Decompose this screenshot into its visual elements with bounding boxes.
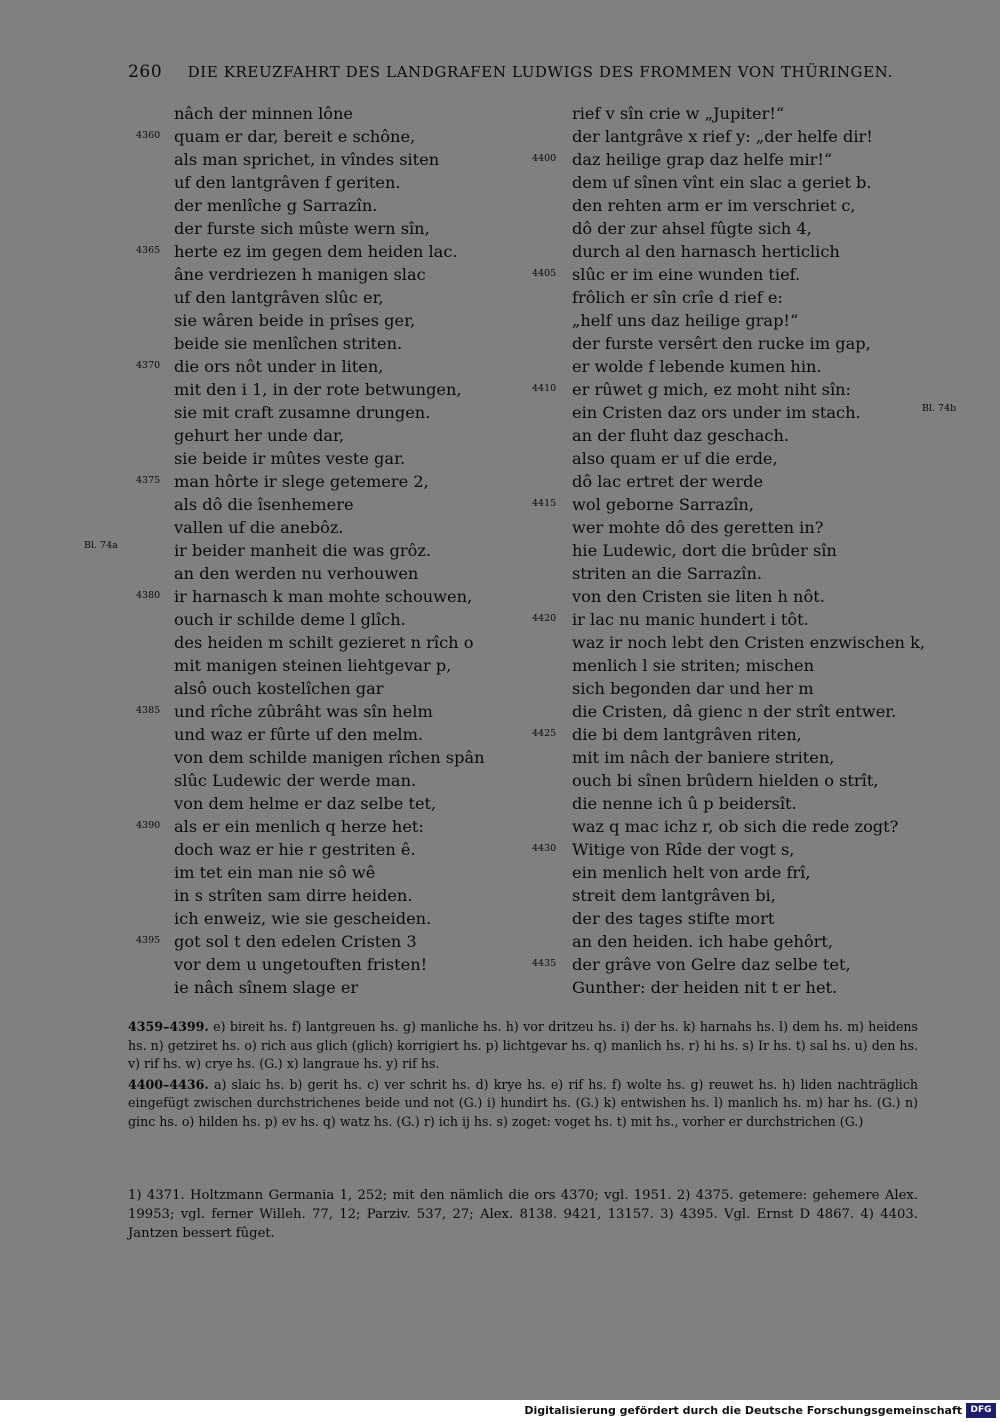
verse-text: von dem helme er daz selbe tet, bbox=[174, 794, 437, 813]
verse-line bbox=[136, 930, 514, 953]
verse-text: und waz er fûrte uf den melm. bbox=[174, 725, 424, 744]
verse-line bbox=[174, 148, 514, 171]
verse-line bbox=[136, 355, 514, 378]
verse-line bbox=[572, 171, 932, 194]
verse-line bbox=[572, 562, 932, 585]
verse-line bbox=[174, 608, 514, 631]
verse-line bbox=[572, 792, 932, 815]
verse-text: durch al den harnasch herticlich bbox=[572, 242, 840, 261]
verse-text: er wolde f lebende kumen hin. bbox=[572, 357, 822, 376]
verse-text: hie Ludewic, dort die brûder sîn bbox=[572, 541, 837, 560]
running-header bbox=[128, 62, 893, 82]
verse-line bbox=[572, 654, 932, 677]
verse-text: ouch ir schilde deme l glîch. bbox=[174, 610, 406, 629]
verse-text: im tet ein man nie sô wê bbox=[174, 863, 376, 882]
verse-text: von dem schilde manigen rîchen spân bbox=[174, 748, 485, 767]
line-number: 4380 bbox=[136, 590, 161, 601]
verse-line bbox=[572, 401, 932, 424]
verse-line bbox=[174, 309, 514, 332]
footnotes bbox=[128, 1186, 918, 1243]
verse-text: Gunther: der heiden nit t er het. bbox=[572, 978, 838, 997]
verse-text: mit manigen steinen liehtgevar p, bbox=[174, 656, 452, 675]
verse-line bbox=[572, 907, 932, 930]
verse-text: von den Cristen sie liten h nôt. bbox=[572, 587, 825, 606]
verse-text: rief v sîn crie w „Jupiter!“ bbox=[572, 104, 785, 123]
verse-text: mit den i 1, in der rote betwungen, bbox=[174, 380, 462, 399]
verse-line bbox=[174, 378, 514, 401]
verse-text: also quam er uf die erde, bbox=[572, 449, 778, 468]
verse-line bbox=[532, 263, 932, 286]
verse-text: dô der zur ahsel fûgte sich 4, bbox=[572, 219, 812, 238]
verse-text: striten an die Sarrazîn. bbox=[572, 564, 763, 583]
verse-text: den rehten arm er im verschriet c, bbox=[572, 196, 856, 215]
verse-line bbox=[174, 539, 514, 562]
verse-line bbox=[572, 746, 932, 769]
verse-line bbox=[136, 125, 514, 148]
verse-line bbox=[572, 585, 932, 608]
verse-text: nâch der minnen lône bbox=[174, 104, 353, 123]
line-number: 4420 bbox=[532, 613, 557, 624]
verse-line bbox=[174, 838, 514, 861]
verse-text: der menlîche g Sarrazîn. bbox=[174, 196, 378, 215]
verse-line bbox=[174, 769, 514, 792]
verse-line bbox=[136, 470, 514, 493]
verse-line bbox=[174, 792, 514, 815]
verse-text: „helf uns daz heilige grap!“ bbox=[572, 311, 799, 330]
variant-text: a) slaic hs. b) gerit hs. c) ver schrit hs. d) krye hs. e) rif hs. f) wolte hs. g) reuwet hs. h) liden nachträglich eingefügt zwischen durchstrichenes beide und not (G.) i) hundirt hs. (G.) k) entwishen hs. l) manlich hs. m) har hs. (G.) n) ginc hs. o) hilden hs. p) ev hs. q) watz hs. (G.) r) ich ij hs. s) zoget: voget hs. t) mit hs., vorher er durchstrichen (G.) bbox=[128, 1076, 918, 1129]
verse-line bbox=[174, 562, 514, 585]
line-number: 4365 bbox=[136, 245, 161, 256]
verse-text: ouch bi sînen brûdern hielden o strît, bbox=[572, 771, 879, 790]
verse-line bbox=[572, 700, 932, 723]
dfg-logo-icon: DFG bbox=[966, 1403, 996, 1418]
verse-text: ir lac nu manic hundert i tôt. bbox=[572, 610, 809, 629]
verse-line bbox=[174, 263, 514, 286]
line-number: 4360 bbox=[136, 130, 161, 141]
line-number: 4390 bbox=[136, 820, 161, 831]
line-number: 4415 bbox=[532, 498, 557, 509]
verse-line bbox=[174, 907, 514, 930]
verse-text: alsô ouch kostelîchen gar bbox=[174, 679, 384, 698]
verse-line bbox=[572, 884, 932, 907]
verse-line bbox=[174, 424, 514, 447]
line-number: 4395 bbox=[136, 935, 161, 946]
verse-line bbox=[572, 102, 932, 125]
verse-line bbox=[572, 194, 932, 217]
verse-text: waz ir noch lebt den Cristen enzwischen k, bbox=[572, 633, 926, 652]
verse-text: ein menlich helt von arde frî, bbox=[572, 863, 811, 882]
verse-line bbox=[136, 700, 514, 723]
verse-text: sich begonden dar und her m bbox=[572, 679, 814, 698]
verse-text: die bi dem lantgrâven riten, bbox=[572, 725, 802, 744]
verse-line bbox=[174, 884, 514, 907]
verse-line bbox=[174, 631, 514, 654]
verse-text: Witige von Rîde der vogt s, bbox=[572, 840, 795, 859]
verse-text: dem uf sînen vînt ein slac a geriet b. bbox=[572, 173, 872, 192]
line-number: 4385 bbox=[136, 705, 161, 716]
line-number: 4410 bbox=[532, 383, 557, 394]
line-number: 4375 bbox=[136, 475, 161, 486]
verse-line bbox=[174, 677, 514, 700]
variant-text: e) bireit hs. f) lantgreuen hs. g) manliche hs. h) vor dritzeu hs. i) der hs. k) harnahs hs. l) dem hs. m) heidens hs. n) getziret hs. o) rich aus glich (glich) korrigiert hs. p) lichtgevar hs. q) manlich hs. r) hi hs. s) Ir hs. t) sal hs. u) den hs. v) rif hs. w) crye hs. (G.) x) langraue hs. y) rif hs. bbox=[128, 1019, 918, 1072]
verse-text: ie nâch sînem slage er bbox=[174, 978, 359, 997]
variant-range: 4400–4436. bbox=[128, 1076, 209, 1092]
verse-line bbox=[572, 332, 932, 355]
verse-text: ich enweiz, wie sie gescheiden. bbox=[174, 909, 432, 928]
verse-text: der furste sich mûste wern sîn, bbox=[174, 219, 430, 238]
verse-line bbox=[572, 516, 932, 539]
verse-text: ir beider manheit die was grôz. bbox=[174, 541, 432, 560]
margin-note-left: Bl. 74a bbox=[84, 540, 118, 551]
verse-line bbox=[174, 447, 514, 470]
verse-text: sie beide ir mûtes veste gar. bbox=[174, 449, 406, 468]
verse-line bbox=[174, 516, 514, 539]
verse-text: doch waz er hie r gestriten ê. bbox=[174, 840, 416, 859]
verse-line bbox=[572, 539, 932, 562]
verse-line bbox=[572, 309, 932, 332]
verse-line bbox=[532, 378, 932, 401]
line-number: 4430 bbox=[532, 843, 557, 854]
verse-line bbox=[572, 217, 932, 240]
verse-line bbox=[572, 769, 932, 792]
verse-line bbox=[174, 976, 514, 999]
line-number: 4435 bbox=[532, 958, 557, 969]
verse-line bbox=[174, 723, 514, 746]
verse-line bbox=[532, 838, 932, 861]
verse-line bbox=[174, 493, 514, 516]
verse-text: got sol t den edelen Cristen 3 bbox=[174, 932, 417, 951]
verse-text: vor dem u ungetouften fristen! bbox=[174, 955, 428, 974]
verse-text: sie mit craft zusamne drungen. bbox=[174, 403, 431, 422]
verse-text: des heiden m schilt gezieret n rîch o bbox=[174, 633, 474, 652]
verse-line bbox=[174, 861, 514, 884]
verse-line bbox=[174, 746, 514, 769]
verse-text: menlich l sie striten; mischen bbox=[572, 656, 815, 675]
verse-text: beide sie menlîchen striten. bbox=[174, 334, 403, 353]
variant-block bbox=[128, 1076, 918, 1132]
verse-text: uf den lantgrâven f geriten. bbox=[174, 173, 401, 192]
footer-bar bbox=[0, 1400, 1000, 1422]
verse-text: wer mohte dô des geretten in? bbox=[572, 518, 824, 537]
verse-line bbox=[174, 102, 514, 125]
verse-text: vallen uf die anebôz. bbox=[174, 518, 344, 537]
verse-text: die ors nôt under in liten, bbox=[174, 357, 384, 376]
verse-line bbox=[572, 125, 932, 148]
verse-text: an den werden nu verhouwen bbox=[174, 564, 419, 583]
verse-text: daz heilige grap daz helfe mir!“ bbox=[572, 150, 833, 169]
verse-text: man hôrte ir slege getemere 2, bbox=[174, 472, 429, 491]
verse-text: als er ein menlich q herze het: bbox=[174, 817, 424, 836]
verse-line bbox=[572, 861, 932, 884]
verse-text: und rîche zûbrâht was sîn helm bbox=[174, 702, 433, 721]
verse-line bbox=[572, 240, 932, 263]
verse-line bbox=[572, 447, 932, 470]
verse-line bbox=[174, 401, 514, 424]
verse-line bbox=[174, 654, 514, 677]
verse-text: streit dem lantgrâven bi, bbox=[572, 886, 776, 905]
verse-text: herte ez im gegen dem heiden lac. bbox=[174, 242, 458, 261]
verse-text: die Cristen, dâ gienc n der strît entwer. bbox=[572, 702, 897, 721]
variant-apparatus bbox=[128, 1018, 918, 1134]
verse-line bbox=[532, 493, 932, 516]
verse-text: slûc Ludewic der werde man. bbox=[174, 771, 417, 790]
verse-text: an den heiden. ich habe gehôrt, bbox=[572, 932, 834, 951]
verse-text: in s strîten sam dirre heiden. bbox=[174, 886, 413, 905]
verse-line bbox=[532, 723, 932, 746]
verse-text: der grâve von Gelre daz selbe tet, bbox=[572, 955, 851, 974]
verse-line bbox=[174, 953, 514, 976]
line-number: 4370 bbox=[136, 360, 161, 371]
verse-text: frôlich er sîn crîe d rief e: bbox=[572, 288, 783, 307]
verse-text: er rûwet g mich, ez moht niht sîn: bbox=[572, 380, 851, 399]
verse-line bbox=[572, 470, 932, 493]
verse-line bbox=[572, 286, 932, 309]
verse-line bbox=[572, 677, 932, 700]
verse-text: gehurt her unde dar, bbox=[174, 426, 345, 445]
line-number: 4425 bbox=[532, 728, 557, 739]
verse-text: der furste versêrt den rucke im gap, bbox=[572, 334, 871, 353]
verse-text: dô lac ertret der werde bbox=[572, 472, 764, 491]
verse-line bbox=[136, 815, 514, 838]
margin-note-right: Bl. 74b bbox=[922, 403, 957, 414]
verse-text: uf den lantgrâven slûc er, bbox=[174, 288, 384, 307]
verse-line bbox=[532, 608, 932, 631]
verse-line bbox=[572, 355, 932, 378]
verse-text: mit im nâch der baniere striten, bbox=[572, 748, 835, 767]
footnote-text: 1) 4371. Holtzmann Germania 1, 252; mit den nämlich die ors 4370; vgl. 1951. 2) 4375. getemere: gehemere Alex. 19953; vgl. ferner Willeh. 77, 12; Parziv. 537, 27; Alex. 8138. 9421, 13157. 3) 4395. Vgl. Ernst D 4867. 4) 4403. Jantzen bessert fûget. bbox=[128, 1188, 918, 1241]
verse-line bbox=[572, 631, 932, 654]
page-number: 260 bbox=[128, 62, 163, 82]
verse-text: slûc er im eine wunden tief. bbox=[572, 265, 801, 284]
verse-line bbox=[572, 930, 932, 953]
line-number: 4405 bbox=[532, 268, 557, 279]
verse-line bbox=[136, 240, 514, 263]
verse-line bbox=[174, 217, 514, 240]
verse-line bbox=[532, 148, 932, 171]
verse-text: an der fluht daz geschach. bbox=[572, 426, 790, 445]
line-number: 4400 bbox=[532, 153, 557, 164]
verse-text: âne verdriezen h manigen slac bbox=[174, 265, 426, 284]
verse-text: ir harnasch k man mohte schouwen, bbox=[174, 587, 473, 606]
footer-credit: Digitalisierung gefördert durch die Deutsche Forschungsgemeinschaft bbox=[524, 1404, 962, 1417]
verse-line bbox=[174, 194, 514, 217]
verse-line bbox=[174, 332, 514, 355]
verse-text: ein Cristen daz ors under im stach. bbox=[572, 403, 861, 422]
verse-line bbox=[174, 286, 514, 309]
verse-line bbox=[136, 585, 514, 608]
verse-text: wol geborne Sarrazîn, bbox=[572, 495, 755, 514]
verse-line bbox=[572, 424, 932, 447]
verse-line bbox=[572, 815, 932, 838]
variant-block bbox=[128, 1018, 918, 1074]
verse-text: quam er dar, bereit e schône, bbox=[174, 127, 416, 146]
verse-text: als dô die îsenhemere bbox=[174, 495, 354, 514]
variant-range: 4359–4399. bbox=[128, 1019, 209, 1034]
verse-text: der lantgrâve x rief y: „der helfe dir! bbox=[572, 127, 873, 146]
running-title: DIE KREUZFAHRT DES LANDGRAFEN LUDWIGS DES FROMMEN VON THÜRINGEN. bbox=[187, 63, 893, 81]
verse-line bbox=[572, 976, 932, 999]
verse-line bbox=[174, 171, 514, 194]
verse-text: als man sprichet, in vîndes siten bbox=[174, 150, 440, 169]
verse-text: der des tages stifte mort bbox=[572, 909, 775, 928]
left-verse-column bbox=[136, 102, 514, 999]
verse-text: waz q mac ichz r, ob sich die rede zogt? bbox=[572, 817, 899, 836]
verse-text: sie wâren beide in prîses ger, bbox=[174, 311, 416, 330]
right-verse-column bbox=[532, 102, 932, 999]
verse-text: die nenne ich û p beidersît. bbox=[572, 794, 797, 813]
verse-line bbox=[532, 953, 932, 976]
